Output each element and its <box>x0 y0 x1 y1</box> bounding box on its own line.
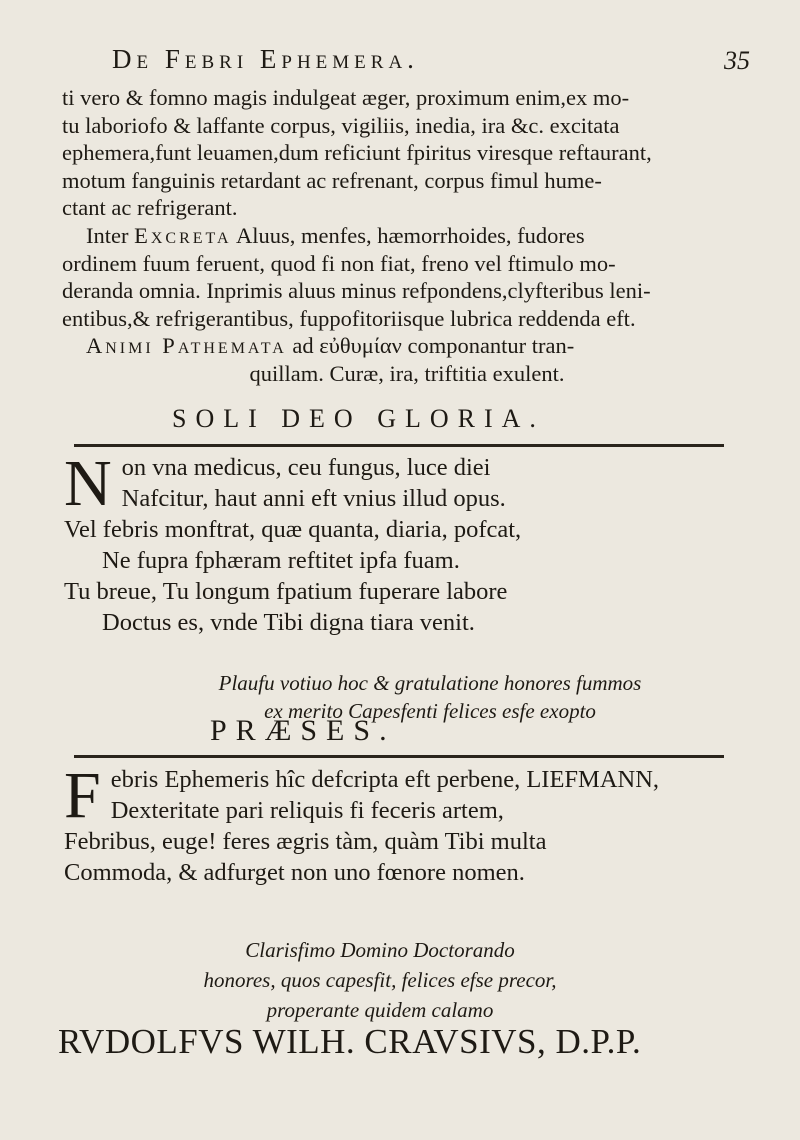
dedication-line: properante quidem calamo <box>266 998 494 1022</box>
poem-line: ebris Ephemeris hîc defcripta eft perbene, LIEFMANN, <box>110 766 660 793</box>
text-line: entibus,& refrigerantibus, fuppofitoriisque lubrica reddenda eft. <box>62 305 636 331</box>
text-line: deranda omnia. Inprimis aluus minus refpondens,clyfteribus leni- <box>62 278 651 304</box>
text-line-excreta <box>62 222 752 250</box>
text-line-animi <box>62 332 752 360</box>
poem-line: Vel febris monftrat, quæ quanta, diaria, pofcat, <box>64 516 522 543</box>
divider-rule <box>74 755 724 758</box>
text-line: ordinem fuum feruent, quod fi non fiat, freno vel ftimulo mo- <box>62 250 616 276</box>
dedication-line: Plaufu votiuo hoc & gratulatione honores fummos <box>218 671 642 695</box>
text-line: quillam. Curæ, ira, triftitia exulent. <box>249 360 565 386</box>
text-line: ti vero & fomno magis indulgeat æger, proximum enim,ex mo- <box>62 85 630 110</box>
body-text <box>62 84 752 388</box>
drop-cap: F <box>64 759 101 832</box>
section-keyword-animi: Animi Pathemata <box>86 333 287 359</box>
dedication-2 <box>90 935 670 1025</box>
author-signature: RVDOLFVS WILH. CRAVSIVS, D.P.P. <box>58 1022 642 1061</box>
page-header <box>92 44 760 80</box>
text-line: ephemera,funt leuamen,dum reficiunt fpiritus viresque reftaurant, <box>62 140 652 166</box>
section-keyword-excreta: Excreta <box>134 222 232 248</box>
poem-line: Doctus es, vnde Tibi digna tiara venit. <box>102 609 475 636</box>
page-number: 35 <box>724 46 750 75</box>
poem-line: Tu breue, Tu longum fpatium fuperare labore <box>64 578 508 605</box>
text-line: ctant ac refrigerant. <box>62 195 238 221</box>
text-line: tu laboriofo & laffante corpus, vigiliis, inedia, ira &c. excitata <box>62 112 620 138</box>
congratulatory-poem-1 <box>64 447 764 638</box>
poem-line: Nafcitur, haut anni eft vnius illud opus. <box>121 485 506 512</box>
dedication-line: ex merito Capesfenti felices esfe exopto <box>264 699 596 723</box>
text-fragment: Inter <box>86 222 129 248</box>
poem-line: Febribus, euge! feres ægris tàm, quàm Tibi multa <box>64 828 547 855</box>
divider-rule <box>74 444 724 447</box>
poem-line: Commoda, & adfurget non uno fœnore nomen. <box>64 859 525 886</box>
text-fragment: ad εὐθυμίαν componantur tran- <box>292 333 575 359</box>
running-title: De Febri Ephemera. <box>112 44 419 74</box>
poem-line: Ne fupra fphæram reftitet ipfa fuam. <box>102 547 460 574</box>
congratulatory-poem-2 <box>64 759 764 888</box>
text-line: motum fanguinis retardant ac refrenant, corpus fimul hume- <box>62 167 602 193</box>
dedication-line: Clarisfimo Domino Doctorando <box>245 938 515 962</box>
praeses-label: PRÆSES. <box>210 714 396 747</box>
dedication-line: honores, quos capesfit, felices efse precor, <box>203 968 557 992</box>
poem-line: on vna medicus, ceu fungus, luce diei <box>121 454 491 481</box>
soli-deo-gloria: SOLI DEO GLORIA. <box>172 404 545 433</box>
text-fragment: Aluus, menfes, hæmorrhoides, fudores <box>235 222 585 248</box>
poem-line: Dexteritate pari reliquis fi feceris artem, <box>110 797 504 824</box>
drop-cap: N <box>64 447 112 520</box>
